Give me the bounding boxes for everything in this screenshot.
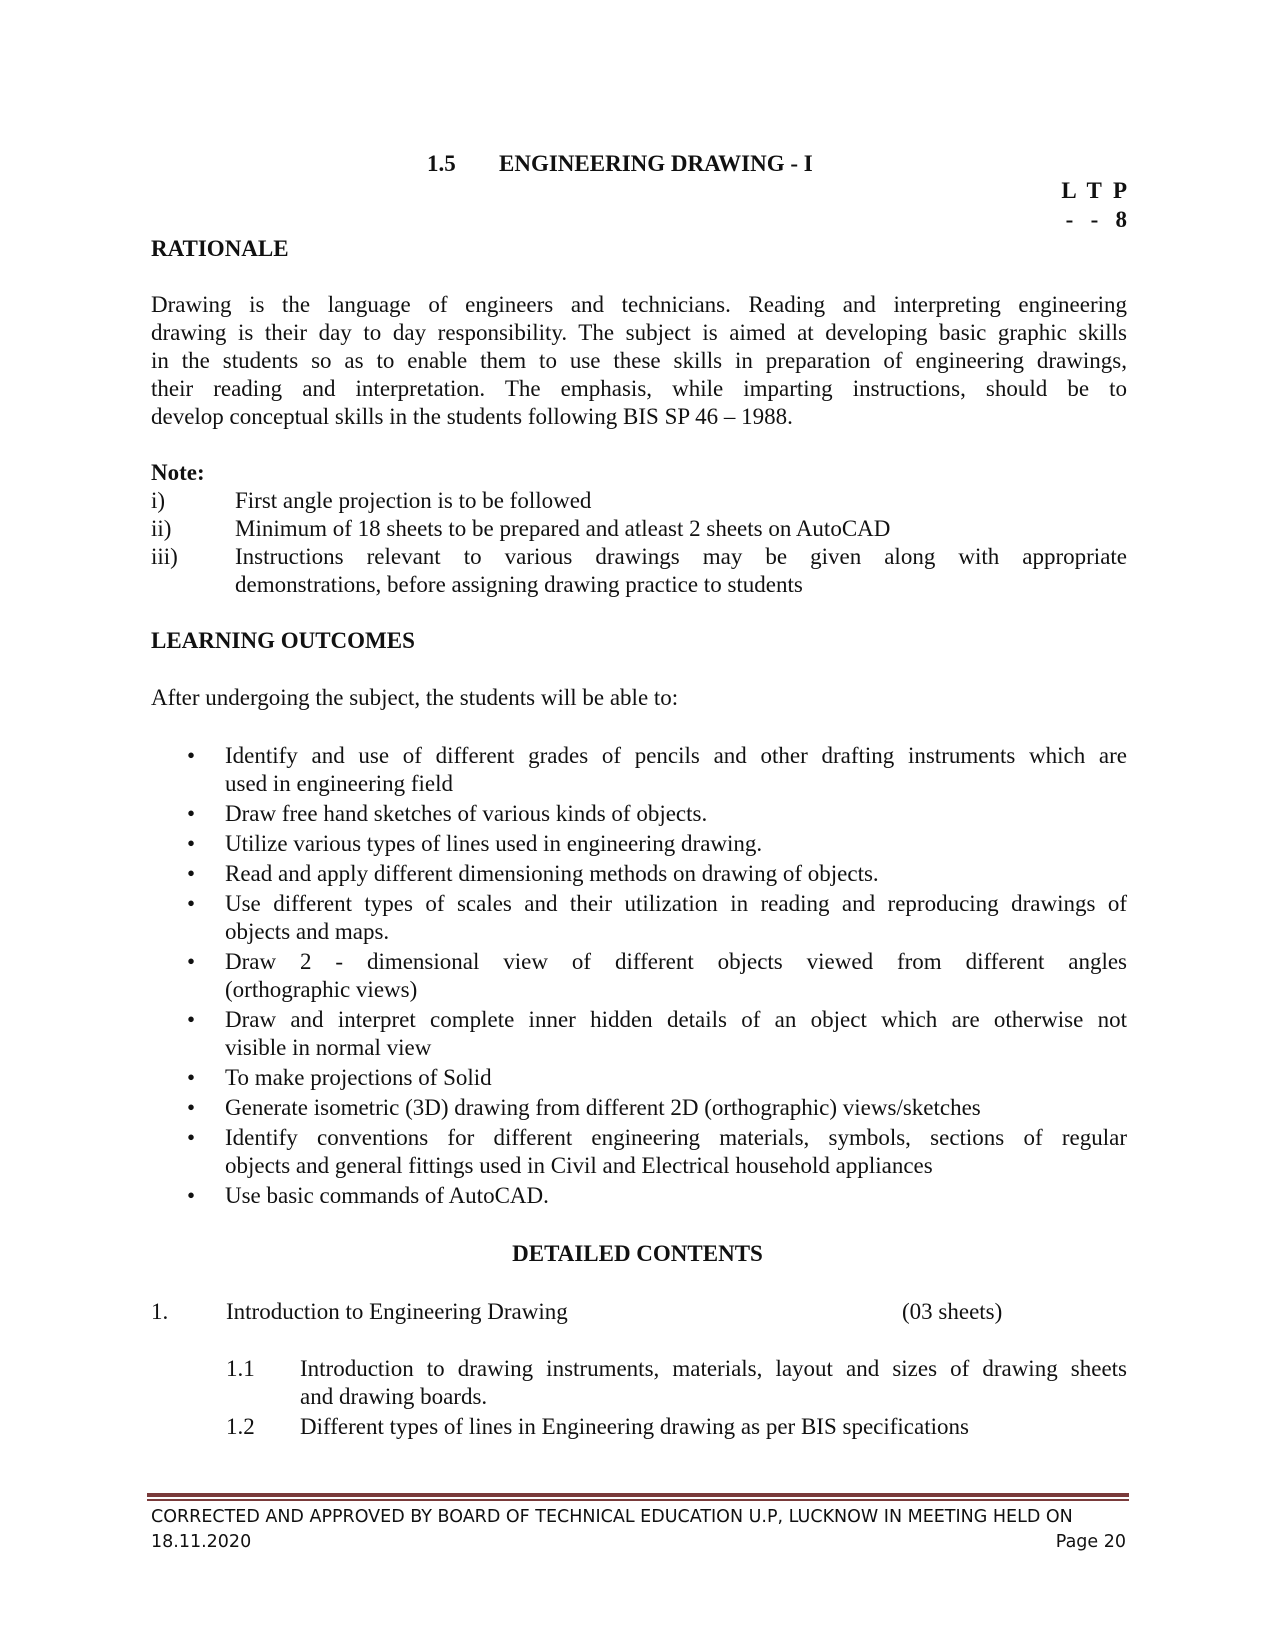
section-title xyxy=(427,151,813,177)
bullet-marker: • xyxy=(187,1183,196,1208)
outcome-item: used in engineering field xyxy=(225,771,454,796)
outcome-item: Draw 2 - dimensional view of different objects viewed from different angles xyxy=(225,949,1127,974)
note-text: Minimum of 18 sheets to be prepared and atleast 2 sheets on AutoCAD xyxy=(235,516,891,541)
subitem-index: 1.1 xyxy=(226,1356,255,1381)
bullet-marker: • xyxy=(187,861,196,886)
rationale-line: drawing is their day to day responsibility. The subject is aimed at developing basic graphic skills xyxy=(151,320,1127,345)
footer-rule xyxy=(147,1499,1129,1501)
bullet-marker: • xyxy=(187,801,196,826)
note-text: demonstrations, before assigning drawing practice to students xyxy=(235,572,803,597)
outcome-item: objects and general fittings used in Civil and Electrical household appliances xyxy=(225,1153,933,1178)
unit-index: 1. xyxy=(151,1299,169,1324)
footer-date: 18.11.2020 xyxy=(151,1532,252,1552)
outcome-item: Draw free hand sketches of various kinds of objects. xyxy=(225,801,708,826)
note-heading: Note: xyxy=(151,460,205,485)
subitem-index: 1.2 xyxy=(226,1414,255,1439)
subitem-text: Different types of lines in Engineering drawing as per BIS specifications xyxy=(300,1414,969,1439)
note-index: ii) xyxy=(151,516,172,541)
outcome-item: Identify and use of different grades of pencils and other drafting instruments which are xyxy=(225,743,1127,768)
rationale-line: develop conceptual skills in the students following BIS SP 46 – 1988. xyxy=(151,404,793,429)
bullet-marker: • xyxy=(187,1007,196,1032)
outcome-item: Read and apply different dimensioning methods on drawing of objects. xyxy=(225,861,879,886)
outcome-item: objects and maps. xyxy=(225,919,390,944)
bullet-marker: • xyxy=(187,743,196,768)
unit-title: Introduction to Engineering Drawing xyxy=(226,1299,568,1324)
footer-page-number: Page 20 xyxy=(1055,1532,1126,1552)
outcome-item: (orthographic views) xyxy=(225,977,418,1002)
learning-outcomes-heading: LEARNING OUTCOMES xyxy=(151,628,415,653)
outcome-item: visible in normal view xyxy=(225,1035,432,1060)
bullet-marker: • xyxy=(187,949,196,974)
rationale-line: Drawing is the language of engineers and technicians. Reading and interpreting engineering xyxy=(151,292,1127,317)
rationale-heading: RATIONALE xyxy=(151,236,289,261)
subitem-text: Introduction to drawing instruments, materials, layout and sizes of drawing sheets xyxy=(300,1356,1127,1381)
detailed-contents-heading: DETAILED CONTENTS xyxy=(512,1241,763,1266)
subitem-text: and drawing boards. xyxy=(300,1384,488,1409)
outcome-item: Use basic commands of AutoCAD. xyxy=(225,1183,549,1208)
note-index: i) xyxy=(151,488,166,513)
learning-outcomes-intro: After undergoing the subject, the students will be able to: xyxy=(151,685,679,710)
ltp-label: L T P xyxy=(1061,178,1127,203)
rationale-line: their reading and interpretation. The emphasis, while imparting instructions, should be to xyxy=(151,376,1127,401)
outcome-item: Generate isometric (3D) drawing from different 2D (orthographic) views/sketches xyxy=(225,1095,981,1120)
unit-sheets: (03 sheets) xyxy=(902,1299,1003,1324)
outcome-item: Utilize various types of lines used in engineering drawing. xyxy=(225,831,763,856)
footer-rule xyxy=(147,1493,1129,1497)
outcome-item: Use different types of scales and their utilization in reading and reproducing drawings of xyxy=(225,891,1127,916)
section-number: 1.5 xyxy=(427,151,456,176)
outcome-item: To make projections of Solid xyxy=(225,1065,492,1090)
bullet-marker: • xyxy=(187,1065,196,1090)
outcome-item: Identify conventions for different engineering materials, symbols, sections of regular xyxy=(225,1125,1127,1150)
rationale-line: in the students so as to enable them to use these skills in preparation of engineering drawings, xyxy=(151,348,1127,373)
bullet-marker: • xyxy=(187,891,196,916)
footer-approval-text: CORRECTED AND APPROVED BY BOARD OF TECHNICAL EDUCATION U.P, LUCKNOW IN MEETING HELD ON xyxy=(151,1507,1073,1527)
outcome-item: Draw and interpret complete inner hidden details of an object which are otherwise not xyxy=(225,1007,1127,1032)
bullet-marker: • xyxy=(187,1125,196,1150)
bullet-marker: • xyxy=(187,831,196,856)
note-text: First angle projection is to be followed xyxy=(235,488,592,513)
bullet-marker: • xyxy=(187,1095,196,1120)
note-text: Instructions relevant to various drawings may be given along with appropriate xyxy=(235,544,1127,569)
section-title-text: ENGINEERING DRAWING - I xyxy=(499,151,813,176)
note-index: iii) xyxy=(151,544,178,569)
ltp-values: - - 8 xyxy=(1065,207,1127,232)
